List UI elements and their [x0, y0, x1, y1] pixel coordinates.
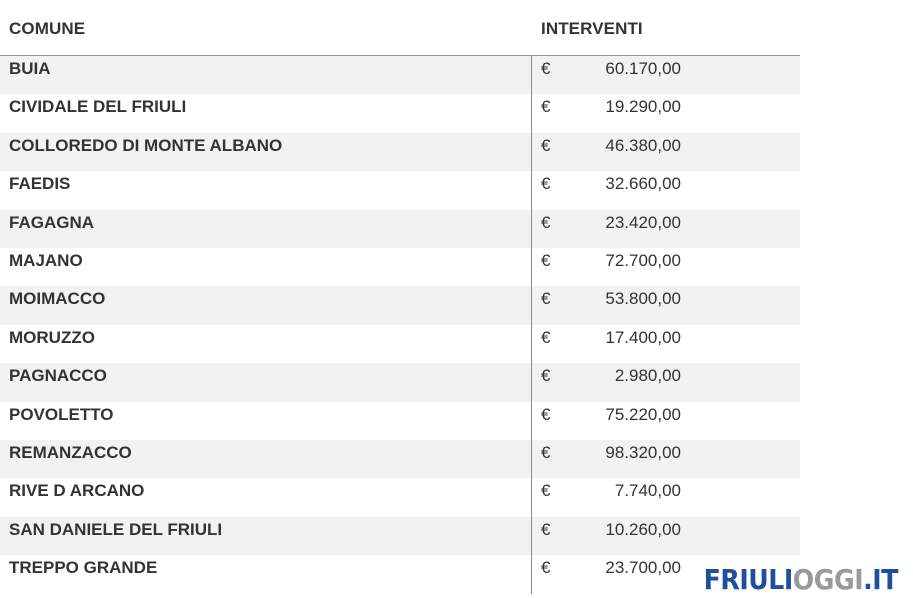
cell-comune: FAEDIS: [9, 174, 71, 194]
table-row: [0, 56, 800, 94]
table-row: [0, 440, 800, 478]
cell-currency: €: [541, 289, 551, 309]
cell-comune: POVOLETTO: [9, 404, 114, 424]
table-row: [0, 286, 800, 324]
cell-comune: TREPPO GRANDE: [9, 558, 158, 578]
cell-currency: €: [541, 366, 551, 386]
cell-amount: 72.700,00: [605, 250, 681, 270]
column-divider: [531, 56, 532, 594]
table-row: [0, 133, 800, 171]
table-row: [0, 171, 800, 209]
cell-comune: SAN DANIELE DEL FRIULI: [9, 519, 223, 539]
cell-currency: €: [541, 481, 551, 501]
cell-comune: COLLOREDO DI MONTE ALBANO: [9, 135, 283, 155]
cell-comune: FAGAGNA: [9, 212, 94, 232]
header-interventi: INTERVENTI: [541, 19, 643, 38]
cell-currency: €: [541, 135, 551, 155]
cell-amount: 32.660,00: [605, 174, 681, 194]
cell-currency: €: [541, 442, 551, 462]
cell-amount: 53.800,00: [605, 289, 681, 309]
cell-comune: MOIMACCO: [9, 289, 106, 309]
cell-amount: 7.740,00: [614, 481, 681, 501]
cell-amount: 46.380,00: [605, 135, 681, 155]
cell-currency: €: [541, 212, 551, 232]
cell-comune: PAGNACCO: [9, 366, 107, 386]
table-header: [0, 0, 800, 56]
logo-text-it: .IT: [863, 563, 898, 596]
cell-comune: CIVIDALE DEL FRIULI: [9, 97, 187, 117]
table-row: [0, 402, 800, 440]
header-comune: COMUNE: [9, 19, 86, 38]
cell-currency: €: [541, 558, 551, 578]
table-row: [0, 478, 800, 516]
cell-amount: 17.400,00: [605, 327, 681, 347]
table-row: [0, 210, 800, 248]
friulioggi-logo: [703, 563, 898, 596]
cell-currency: €: [541, 250, 551, 270]
cell-currency: €: [541, 404, 551, 424]
logo-text-friuli: FRIULI: [703, 563, 793, 596]
cell-amount: 10.260,00: [605, 519, 681, 539]
table-row: [0, 517, 800, 555]
cell-comune: RIVE D ARCANO: [9, 481, 145, 501]
cell-currency: €: [541, 519, 551, 539]
cell-amount: 19.290,00: [605, 97, 681, 117]
table-row: [0, 94, 800, 132]
cell-amount: 98.320,00: [605, 442, 681, 462]
cell-currency: €: [541, 59, 551, 78]
cell-amount: 23.700,00: [605, 558, 681, 578]
cell-amount: 75.220,00: [605, 404, 681, 424]
table-row: [0, 363, 800, 401]
cell-comune: MAJANO: [9, 250, 83, 270]
cell-comune: MORUZZO: [9, 327, 95, 347]
cell-comune: REMANZACCO: [9, 442, 132, 462]
cell-amount: 23.420,00: [605, 212, 681, 232]
cell-currency: €: [541, 97, 551, 117]
table-row: [0, 555, 800, 593]
table-body: [0, 56, 800, 593]
cell-amount: 2.980,00: [614, 366, 681, 386]
cell-currency: €: [541, 327, 551, 347]
cell-amount: 60.170,00: [605, 59, 681, 78]
table-row: [0, 248, 800, 286]
cell-currency: €: [541, 174, 551, 194]
cell-comune: BUIA: [9, 59, 51, 78]
logo-text-oggi: OGGI: [792, 563, 864, 596]
table-row: [0, 325, 800, 363]
